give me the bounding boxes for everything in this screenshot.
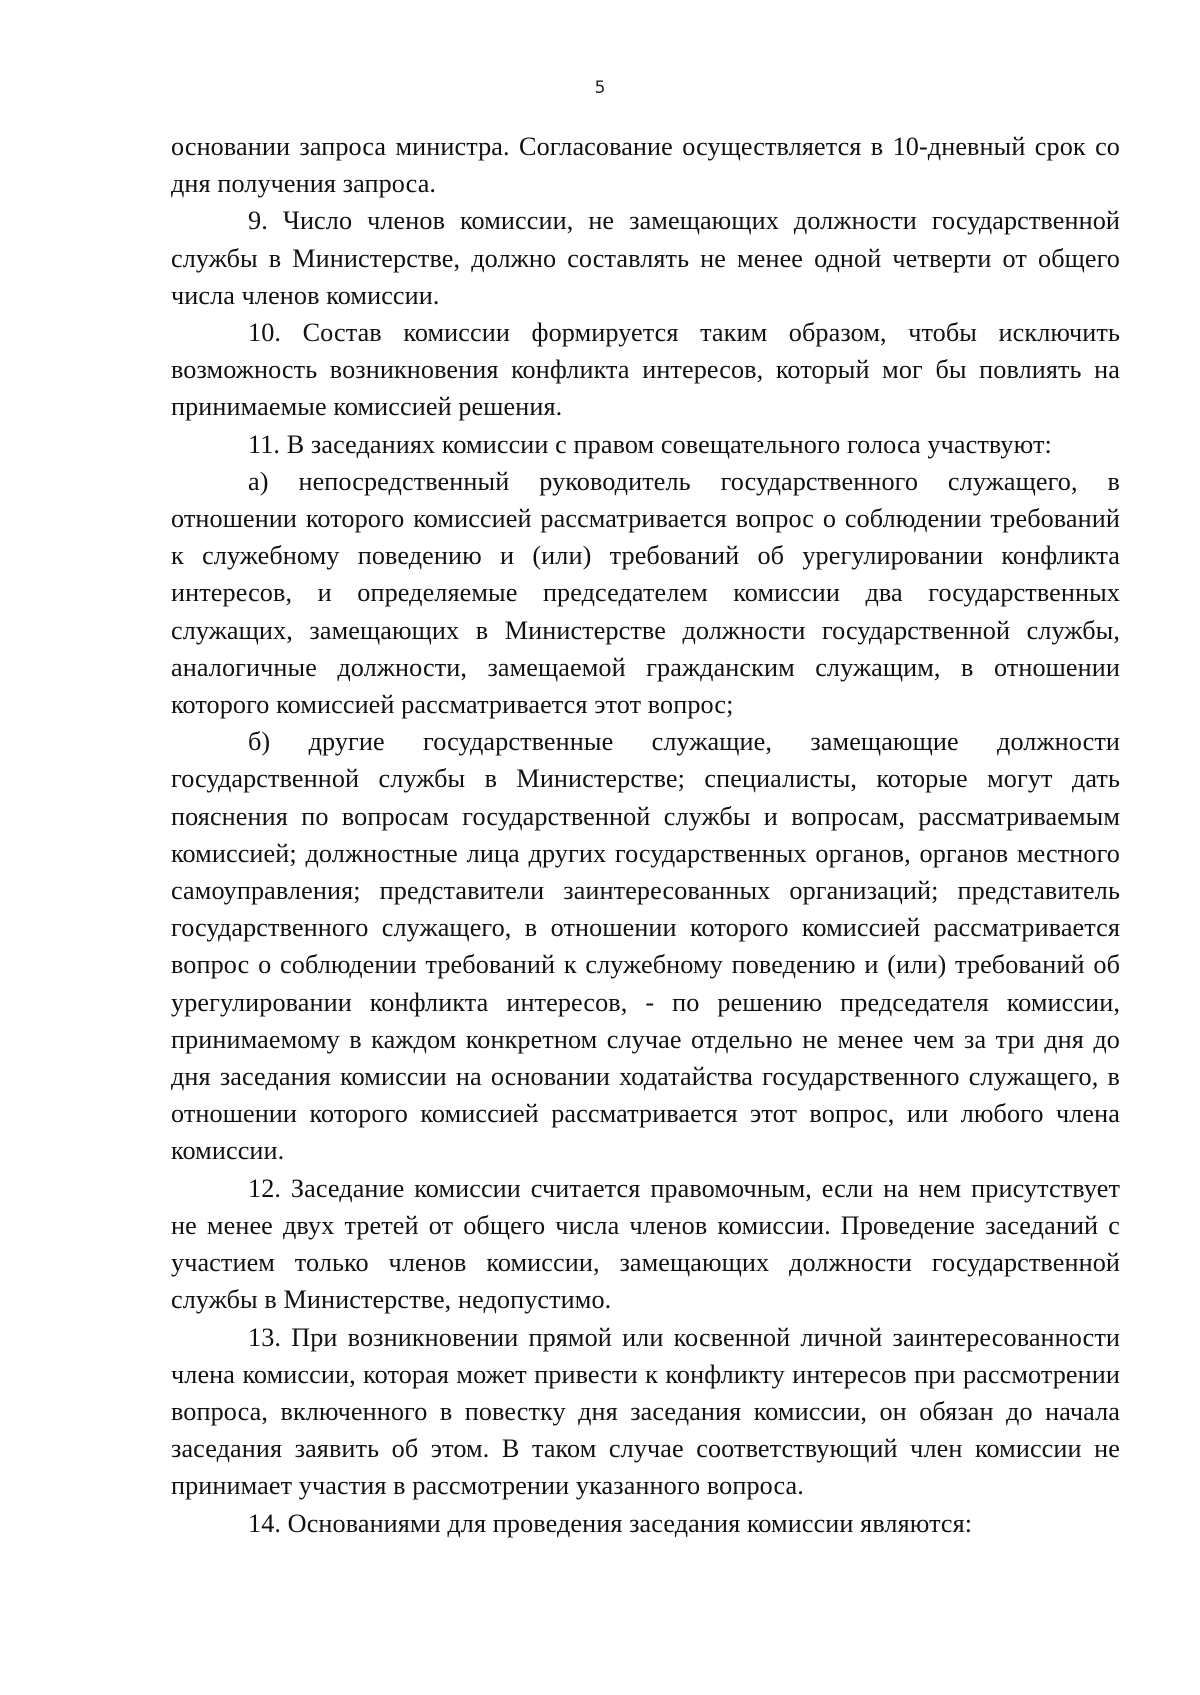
paragraph-item-9: 9. Число членов комиссии, не замещающих должности государственной службы в Министерстве, должно составлять не менее одной четверти от общего числа членов комиссии.: [171, 206, 1120, 310]
paragraph-item-12: 12. Заседание комиссии считается правомочным, если на нем присутствует не менее двух третей от общего числа членов комиссии. Проведение заседаний с участием только членов комиссии, замещающих должности государственной службы в Министерстве, недопустимо.: [171, 1173, 1120, 1315]
document-body: [171, 128, 1120, 1542]
paragraph-item-10: 10. Состав комиссии формируется таким образом, чтобы исключить возможность возникновения конфликта интересов, который мог бы повлиять на принимаемые комиссией решения.: [171, 318, 1120, 422]
paragraph-item-14: 14. Основаниями для проведения заседания комиссии являются:: [248, 1508, 973, 1538]
paragraph-item-13: 13. При возникновении прямой или косвенной личной заинтересованности члена комиссии, которая может привести к конфликту интересов при рассмотрении вопроса, включенного в повестку дня заседания комиссии, он обязан до начала заседания заявить об этом. В таком случае соответствующий член комиссии не принимает участия в рассмотрении указанного вопроса.: [171, 1322, 1120, 1501]
paragraph-subitem-b: б) другие государственные служащие, замещающие должности государственной службы в Министерстве; специалисты, которые могут дать пояснения по вопросам государственной службы и вопросам, рассматриваемым комиссией; должностные лица других государственных органов, органов местного самоуправления; представители заинтересованных организаций; представитель государственного служащего, в отношении которого комиссией рассматривается вопрос о соблюдении требований к служебному поведению и (или) требований об урегулировании конфликта интересов, - по решению председателя комиссии, принимаемому в каждом конкретном случае отдельно не менее чем за три дня до дня заседания комиссии на основании ходатайства государственного служащего, в отношении которого комиссией рассматривается этот вопрос, или любого члена комиссии.: [171, 727, 1120, 1166]
paragraph-subitem-a: а) непосредственный руководитель государственного служащего, в отношении которого комиссией рассматривается вопрос о соблюдении требований к служебному поведению и (или) требований об урегулировании конфликта интересов, и определяемые председателем комиссии два государственных служащих, замещающих в Министерстве должности государственной службы, аналогичные должности, замещаемой гражданским служащим, в отношении которого комиссией рассматривается этот вопрос;: [171, 466, 1120, 720]
paragraph-continuation: основании запроса министра. Согласование осуществляется в 10-дневный срок со дня получения запроса.: [171, 132, 1120, 199]
page-number: 5: [594, 78, 606, 98]
paragraph-item-11: 11. В заседаниях комиссии с правом совещательного голоса участвуют:: [248, 429, 1052, 459]
